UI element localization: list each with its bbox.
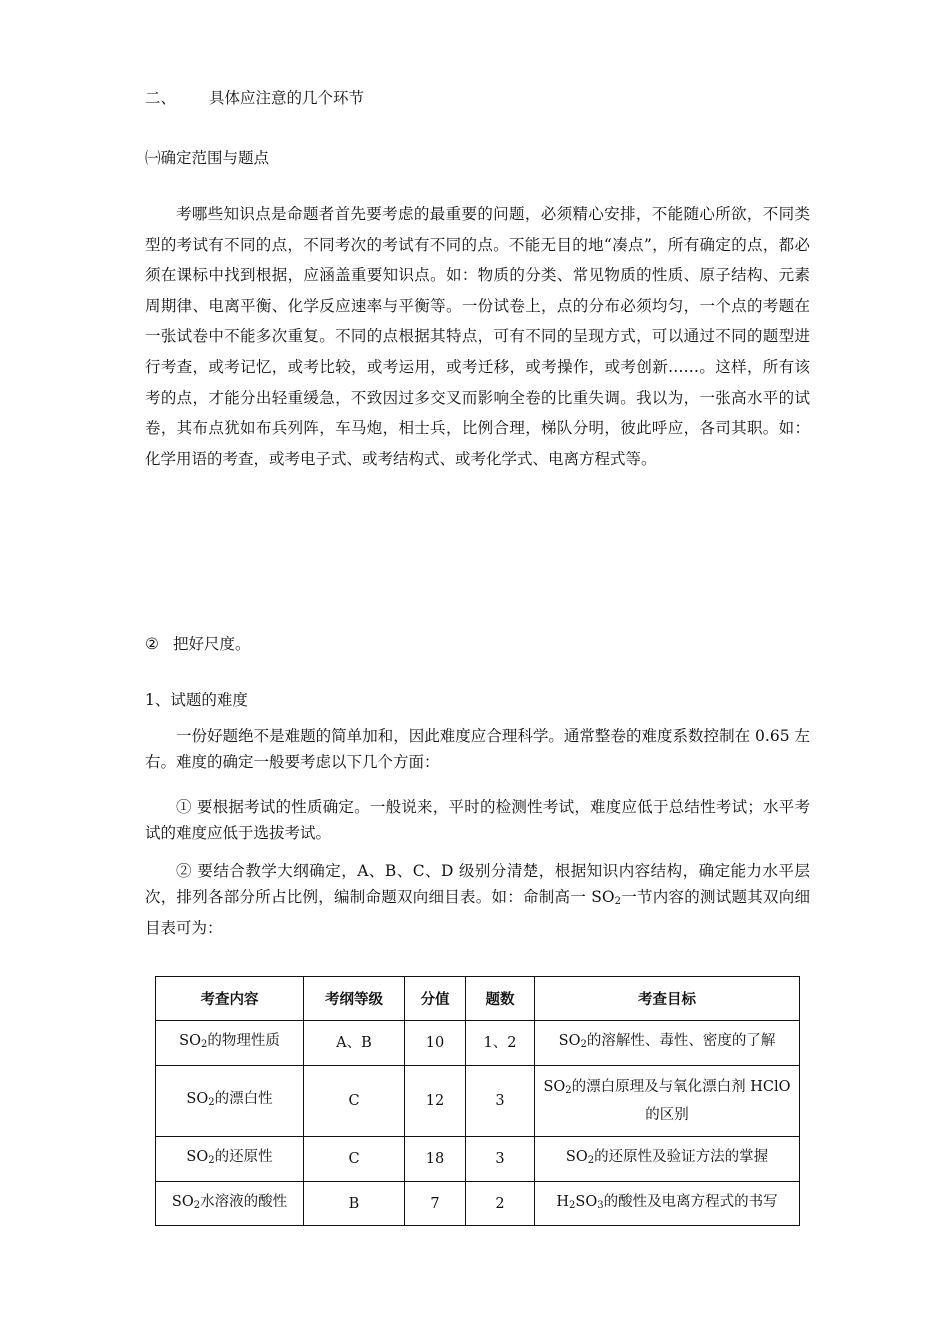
paragraph-syllabus	[145, 858, 810, 941]
specification-table	[155, 976, 800, 1226]
cell-content: $SO_2$的物理性质	[156, 1021, 304, 1066]
section-title: 具体应注意的几个环节	[209, 89, 365, 107]
cell-score: 10	[405, 1021, 466, 1066]
cell-goal: $SO_2$的漂白原理及与氧化漂白剂 HClO 的区别	[535, 1066, 800, 1137]
cell-count: 2	[466, 1182, 535, 1226]
subscript: 2	[614, 896, 621, 907]
table-row	[156, 1182, 800, 1226]
cell-content: $SO_2$的漂白性	[156, 1066, 304, 1137]
table-row	[156, 1137, 800, 1182]
cell-goal: $H_2SO_3$的酸性及电离方程式的书写	[535, 1182, 800, 1226]
paragraph-difficulty-intro: 一份好题绝不是难题的简单加和，因此难度应合理科学。通常整卷的难度系数控制在 0.65 左右。难度的确定一般要考虑以下几个方面：	[145, 727, 810, 771]
subsection-heading-scale	[145, 632, 251, 654]
header-goal: 考查目标	[535, 977, 800, 1021]
header-level: 考纲等级	[304, 977, 405, 1021]
table-row	[156, 1066, 800, 1137]
table-header-row	[156, 977, 800, 1021]
cell-goal: $SO_2$的溶解性、毒性、密度的了解	[535, 1021, 800, 1066]
cell-score: 7	[405, 1182, 466, 1226]
cell-count: 3	[466, 1066, 535, 1137]
cell-score: 18	[405, 1137, 466, 1182]
section-heading	[145, 86, 364, 108]
cell-level: A、B	[304, 1021, 405, 1066]
cell-content: $SO_2$的还原性	[156, 1137, 304, 1182]
cell-score: 12	[405, 1066, 466, 1137]
header-score: 分值	[405, 977, 466, 1021]
cell-level: C	[304, 1066, 405, 1137]
header-content: 考查内容	[156, 977, 304, 1021]
cell-level: C	[304, 1137, 405, 1182]
paragraph-exam-nature: ① 要根据考试的性质确定。一般说来，平时的检测性考试，难度应低于总结性考试；水平考试的难度应低于选拔考试。	[145, 798, 810, 842]
cell-level: B	[304, 1182, 405, 1226]
cell-count: 3	[466, 1137, 535, 1182]
paragraph-knowledge-points: 考哪些知识点是命题者首先要考虑的最重要的问题，必须精心安排，不能随心所欲，不同类型的考试有不同的点，不同考次的考试有不同的点。不能无目的地“凑点”，所有确定的点，都必须在课标中找到根据，应涵盖重要知识点。如：物质的分类、常见物质的性质、原子结构、元素周期律、电离平衡、化学反应速率与平衡等。一份试卷上，点的分布必须均匀，一个点的考题在一张试卷中不能多次重复。不同的点根据其特点，可有不同的呈现方式，可以通过不同的题型进行考查，或考记忆，或考比较，或考运用，或考迁移，或考操作，或考创新……。这样，所有该考的点，才能分出轻重缓急，不致因过多交叉而影响全卷的比重失调。我以为，一张高水平的试卷，其布点犹如布兵列阵，车马炮，相士兵，比例合理，梯队分明，彼此呼应，各司其职。如：化学用语的考查，或考电子式、或考结构式、或考化学式、电离方程式等。	[145, 205, 810, 468]
table-row	[156, 1021, 800, 1066]
item-heading-difficulty: 1、试题的难度	[145, 691, 248, 709]
cell-goal: $SO_2$的还原性及验证方法的掌握	[535, 1137, 800, 1182]
header-count: 题数	[466, 977, 535, 1021]
subsection-title: 把好尺度。	[173, 635, 251, 653]
cell-count: 1、2	[466, 1021, 535, 1066]
subsection-heading-scope: ㈠确定范围与题点	[145, 149, 270, 167]
cell-content: $SO_2$水溶液的酸性	[156, 1182, 304, 1226]
paragraph-text: ② 要结合教学大纲确定，A、B、C、D 级别分清楚，根据知识内容结构，确定能力水平层次，排列各部分所占比例，编制命题双向细目表。如：命制高一 SO	[145, 862, 810, 906]
circled-number-marker: ②	[145, 635, 159, 653]
paragraph-text: 一节内容的测试题其双向细目表可为：	[145, 888, 810, 937]
section-number: 二、	[145, 89, 177, 107]
